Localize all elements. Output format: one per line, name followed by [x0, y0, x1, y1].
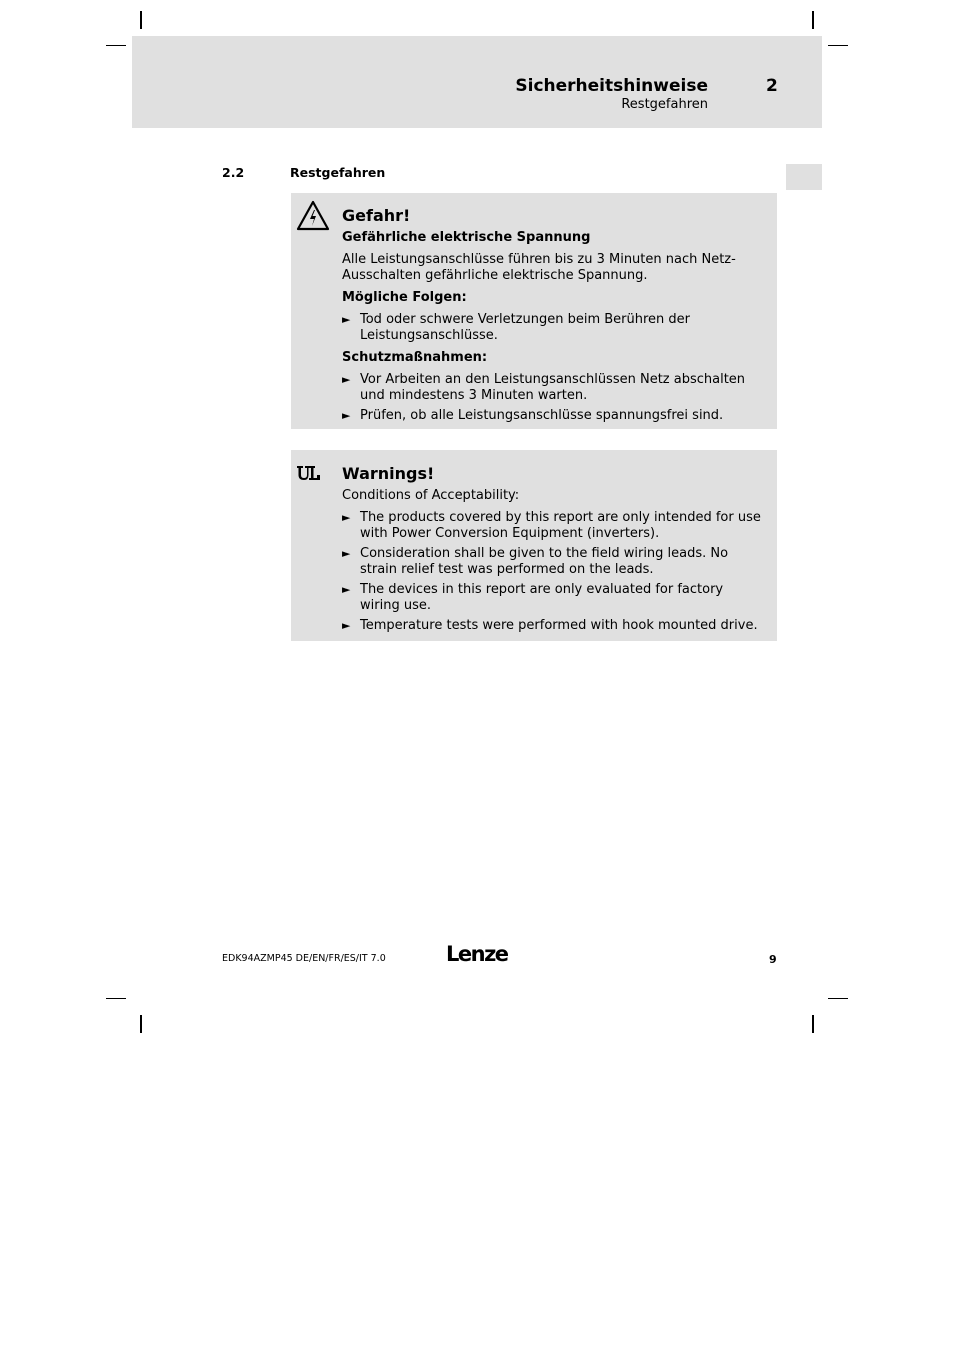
page-header [132, 36, 822, 128]
bullet-arrow-icon: ► [342, 409, 351, 422]
crop-mark [106, 45, 126, 46]
list-item-text: The devices in this report are only evaluated for factory wiring use. [360, 582, 724, 613]
page-number: 9 [769, 953, 777, 966]
danger-subtitle: Gefährliche elektrische Spannung [342, 230, 591, 245]
list-item [342, 372, 762, 404]
crop-mark [106, 998, 126, 999]
bullet-arrow-icon: ► [342, 619, 351, 632]
list-item-text: Temperature tests were performed with hook mounted drive. [360, 618, 758, 633]
list-item [342, 312, 762, 344]
crop-mark [140, 11, 142, 29]
bullet-arrow-icon: ► [342, 313, 351, 326]
chapter-subtitle: Restgefahren [621, 97, 708, 112]
list-item-text: Tod oder schwere Verletzungen beim Berühren der Leistungsanschlüsse. [360, 312, 691, 343]
list-item [342, 582, 762, 614]
high-voltage-warning-icon [296, 200, 330, 235]
danger-description: Alle Leistungsanschlüsse führen bis zu 3 Minuten nach Netz-Ausschalten gefährliche elektrische Spannung. [342, 252, 736, 283]
list-item-text: Consideration shall be given to the field wiring leads. No strain relief test was performed on the leads. [360, 546, 729, 577]
section-title: Restgefahren [290, 165, 386, 180]
danger-notice-box [291, 193, 777, 429]
warning-title: Warnings! [342, 464, 435, 483]
crop-mark [812, 1015, 814, 1033]
section-number: 2.2 [222, 165, 245, 180]
document-id: EDK94AZMP45 DE/EN/FR/ES/IT 7.0 [222, 953, 386, 964]
consequences-label: Mögliche Folgen: [342, 290, 467, 305]
list-item [342, 618, 762, 634]
danger-title: Gefahr! [342, 206, 411, 225]
list-item-text: Prüfen, ob alle Leistungsanschlüsse spannungsfrei sind. [360, 408, 724, 423]
list-item-text: The products covered by this report are only intended for use with Power Conversion Equipment (inverters). [360, 510, 761, 541]
crop-mark [828, 998, 848, 999]
ul-warning-content [342, 464, 762, 640]
danger-notice-content [342, 206, 762, 430]
list-item [342, 546, 762, 578]
measures-label: Schutzmaßnahmen: [342, 350, 488, 365]
bullet-arrow-icon: ► [342, 583, 351, 596]
warning-intro: Conditions of Acceptability: [342, 488, 520, 503]
bullet-arrow-icon: ► [342, 547, 351, 560]
chapter-thumb-tab [786, 164, 822, 190]
bullet-arrow-icon: ► [342, 511, 351, 524]
list-item [342, 510, 762, 542]
list-item-text: Vor Arbeiten an den Leistungsanschlüssen Netz abschalten und mindestens 3 Minuten warten. [360, 372, 746, 403]
ul-recognized-mark-icon [296, 464, 322, 486]
crop-mark [828, 45, 848, 46]
list-item [342, 408, 762, 424]
ul-warning-box [291, 450, 777, 641]
chapter-title: Sicherheitshinweise [515, 76, 708, 96]
bullet-arrow-icon: ► [342, 373, 351, 386]
lenze-logo: Lenze [446, 942, 508, 966]
measures-list [342, 372, 762, 424]
warning-list [342, 510, 762, 634]
crop-mark [140, 1015, 142, 1033]
crop-mark [812, 11, 814, 29]
consequences-list [342, 312, 762, 344]
chapter-number: 2 [766, 76, 778, 96]
